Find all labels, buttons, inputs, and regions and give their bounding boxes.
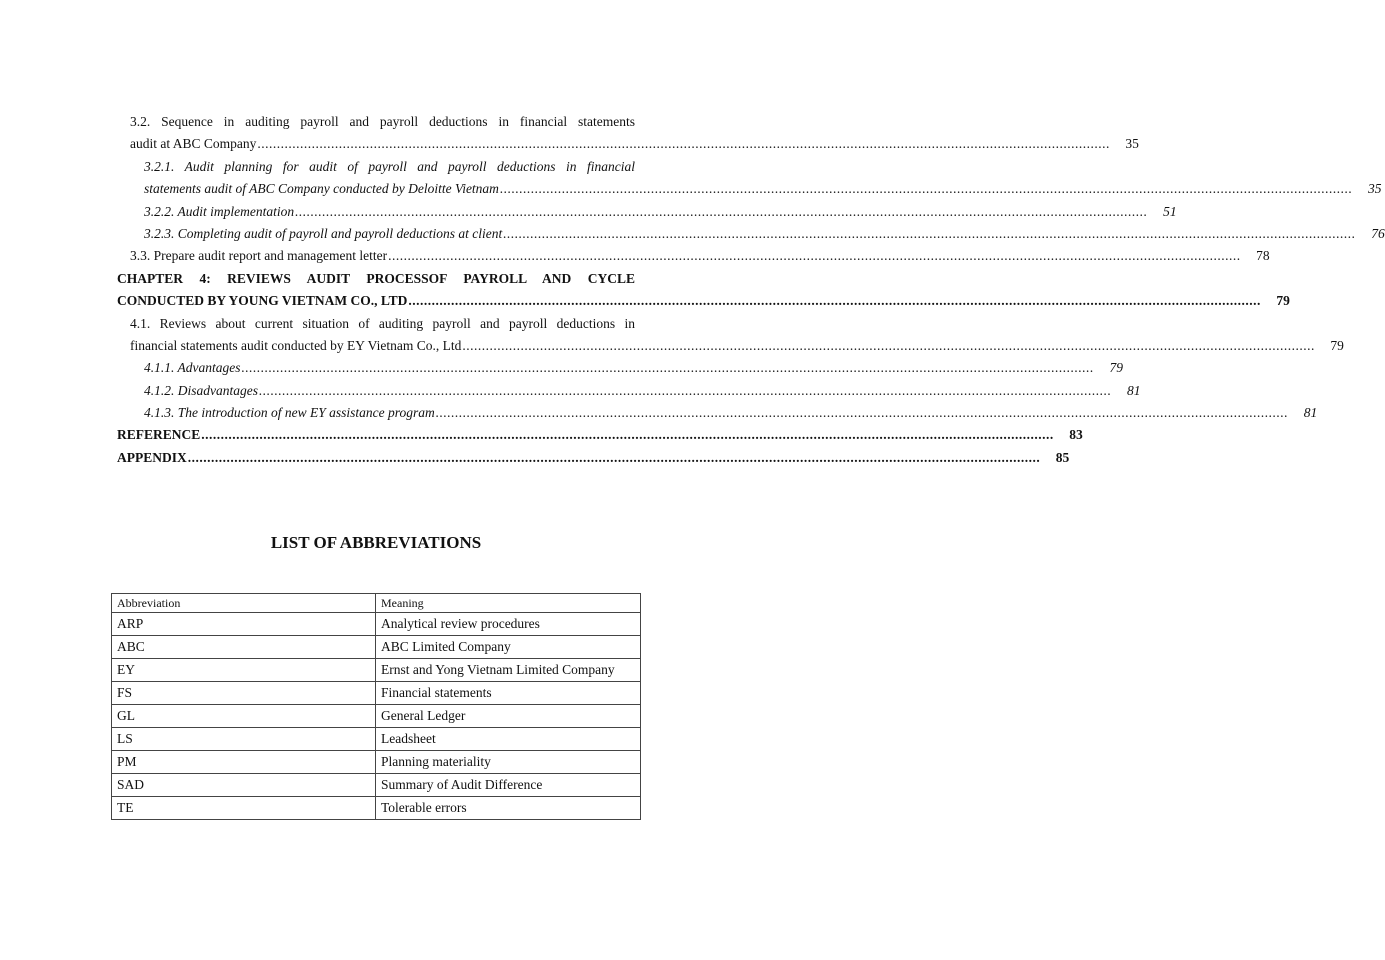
toc-entry-4-1-line1[interactable]: 4.1. Reviews about current situation of auditing payroll and payroll deductions in (130, 315, 635, 331)
abbreviations-table (111, 593, 641, 820)
abbreviation-cell: ARP (112, 613, 376, 636)
page-number: 81 (1303, 405, 1318, 421)
meaning-cell: Planning materiality (376, 751, 641, 774)
abbreviation-cell: SAD (112, 774, 376, 797)
toc-entry-4-1-2[interactable]: 4.1.2. Disadvantages ............................................................................................................................................................................................................................ 81 (117, 380, 635, 402)
toc-entry-3-2-2[interactable]: 3.2.2. Audit implementation ............................................................................................................................................................................................................................ 51 (117, 201, 635, 223)
abbreviation-cell: LS (112, 728, 376, 751)
abbreviation-cell: PM (112, 751, 376, 774)
meaning-cell: Analytical review procedures (376, 613, 641, 636)
meaning-cell: Leadsheet (376, 728, 641, 751)
dot-leader: ............................................................................................................................................................................................................................ (499, 181, 1353, 197)
toc-reference[interactable]: REFERENCE ............................................................................................................................................................................................................................ 83 (117, 424, 635, 446)
table-row (112, 751, 641, 774)
abbreviation-cell: EY (112, 659, 376, 682)
table-row (112, 682, 641, 705)
page-number: 35 (1367, 181, 1382, 197)
table-row (112, 728, 641, 751)
page-number: 79 (1109, 360, 1123, 376)
page-number: 83 (1069, 427, 1083, 443)
dot-leader: ............................................................................................................................................................................................................................ (388, 248, 1241, 264)
toc-entry-3-2-1-line2[interactable]: statements audit of ABC Company conducted by Deloitte Vietnam ............................................................................................................................................................................................................................ 35 (117, 178, 635, 200)
meaning-cell: Tolerable errors (376, 797, 641, 820)
table-row (112, 636, 641, 659)
toc-entry-4-1-line2[interactable]: financial statements audit conducted by EY Vietnam Co., Ltd ............................................................................................................................................................................................................................ 79 (117, 335, 635, 357)
page-number: 51 (1163, 203, 1177, 219)
meaning-cell: Financial statements (376, 682, 641, 705)
page-number: 79 (1330, 337, 1344, 353)
page-number: 76 (1371, 225, 1385, 241)
dot-leader: ............................................................................................................................................................................................................................ (408, 293, 1261, 309)
abbreviation-cell: GL (112, 705, 376, 728)
meaning-cell: Ernst and Yong Vietnam Limited Company (376, 659, 641, 682)
dot-leader: ............................................................................................................................................................................................................................ (295, 203, 1148, 219)
toc-entry-4-1-1[interactable]: 4.1.1. Advantages ............................................................................................................................................................................................................................ 79 (117, 357, 635, 379)
toc-entry-3-2-3[interactable]: 3.2.3. Completing audit of payroll and payroll deductions at client ............................................................................................................................................................................................................................ 76 (117, 223, 635, 245)
toc-chapter-4-line2[interactable]: CONDUCTED BY YOUNG VIETNAM CO., LTD ............................................................................................................................................................................................................................ 79 (117, 290, 635, 312)
page-number: 81 (1127, 382, 1141, 398)
table-row (112, 613, 641, 636)
dot-leader: ............................................................................................................................................................................................................................ (241, 360, 1094, 376)
dot-leader: ............................................................................................................................................................................................................................ (462, 337, 1315, 353)
dot-leader: ............................................................................................................................................................................................................................ (187, 449, 1041, 465)
toc-entry-3-2-1-line1[interactable]: 3.2.1. Audit planning for audit of payroll and payroll deductions in financial (144, 158, 635, 174)
meaning-cell: General Ledger (376, 705, 641, 728)
abbreviation-cell: TE (112, 797, 376, 820)
toc-entry-4-1-3[interactable]: 4.1.3. The introduction of new EY assistance program ............................................................................................................................................................................................................................ 81 (117, 402, 635, 424)
page-number: 85 (1055, 449, 1070, 465)
abbreviation-cell: ABC (112, 636, 376, 659)
abbreviations-title: LIST OF ABBREVIATIONS (270, 533, 482, 552)
meaning-cell: ABC Limited Company (376, 636, 641, 659)
table-row (112, 705, 641, 728)
toc-chapter-4-line1[interactable]: CHAPTER 4: REVIEWS AUDIT PROCESSOF PAYROLL AND CYCLE (117, 270, 635, 286)
toc-entry-3-3[interactable]: 3.3. Prepare audit report and management letter ............................................................................................................................................................................................................................ 78 (117, 245, 635, 267)
column-header-abbreviation: Abbreviation (112, 594, 376, 613)
dot-leader: ............................................................................................................................................................................................................................ (201, 427, 1054, 443)
dot-leader: ............................................................................................................................................................................................................................ (259, 382, 1112, 398)
page-number: 35 (1125, 136, 1139, 152)
table-row (112, 659, 641, 682)
toc-entry-3-2-line2[interactable]: audit at ABC Company ............................................................................................................................................................................................................................ 35 (117, 133, 635, 155)
table-header-row (112, 594, 641, 613)
dot-leader: ............................................................................................................................................................................................................................ (435, 405, 1289, 421)
dot-leader: ............................................................................................................................................................................................................................ (503, 225, 1356, 241)
dot-leader: ............................................................................................................................................................................................................................ (257, 136, 1110, 152)
page-number: 79 (1276, 293, 1290, 309)
table-row (112, 774, 641, 797)
abbreviation-cell: FS (112, 682, 376, 705)
page-number: 78 (1256, 248, 1270, 264)
column-header-meaning: Meaning (376, 594, 641, 613)
toc-entry-3-2-line1[interactable]: 3.2. Sequence in auditing payroll and payroll deductions in financial statements (130, 114, 635, 129)
table-row (112, 797, 641, 820)
table-of-contents (117, 111, 1385, 469)
toc-appendix[interactable]: APPENDIX ............................................................................................................................................................................................................................ 85 (117, 447, 635, 469)
meaning-cell: Summary of Audit Difference (376, 774, 641, 797)
